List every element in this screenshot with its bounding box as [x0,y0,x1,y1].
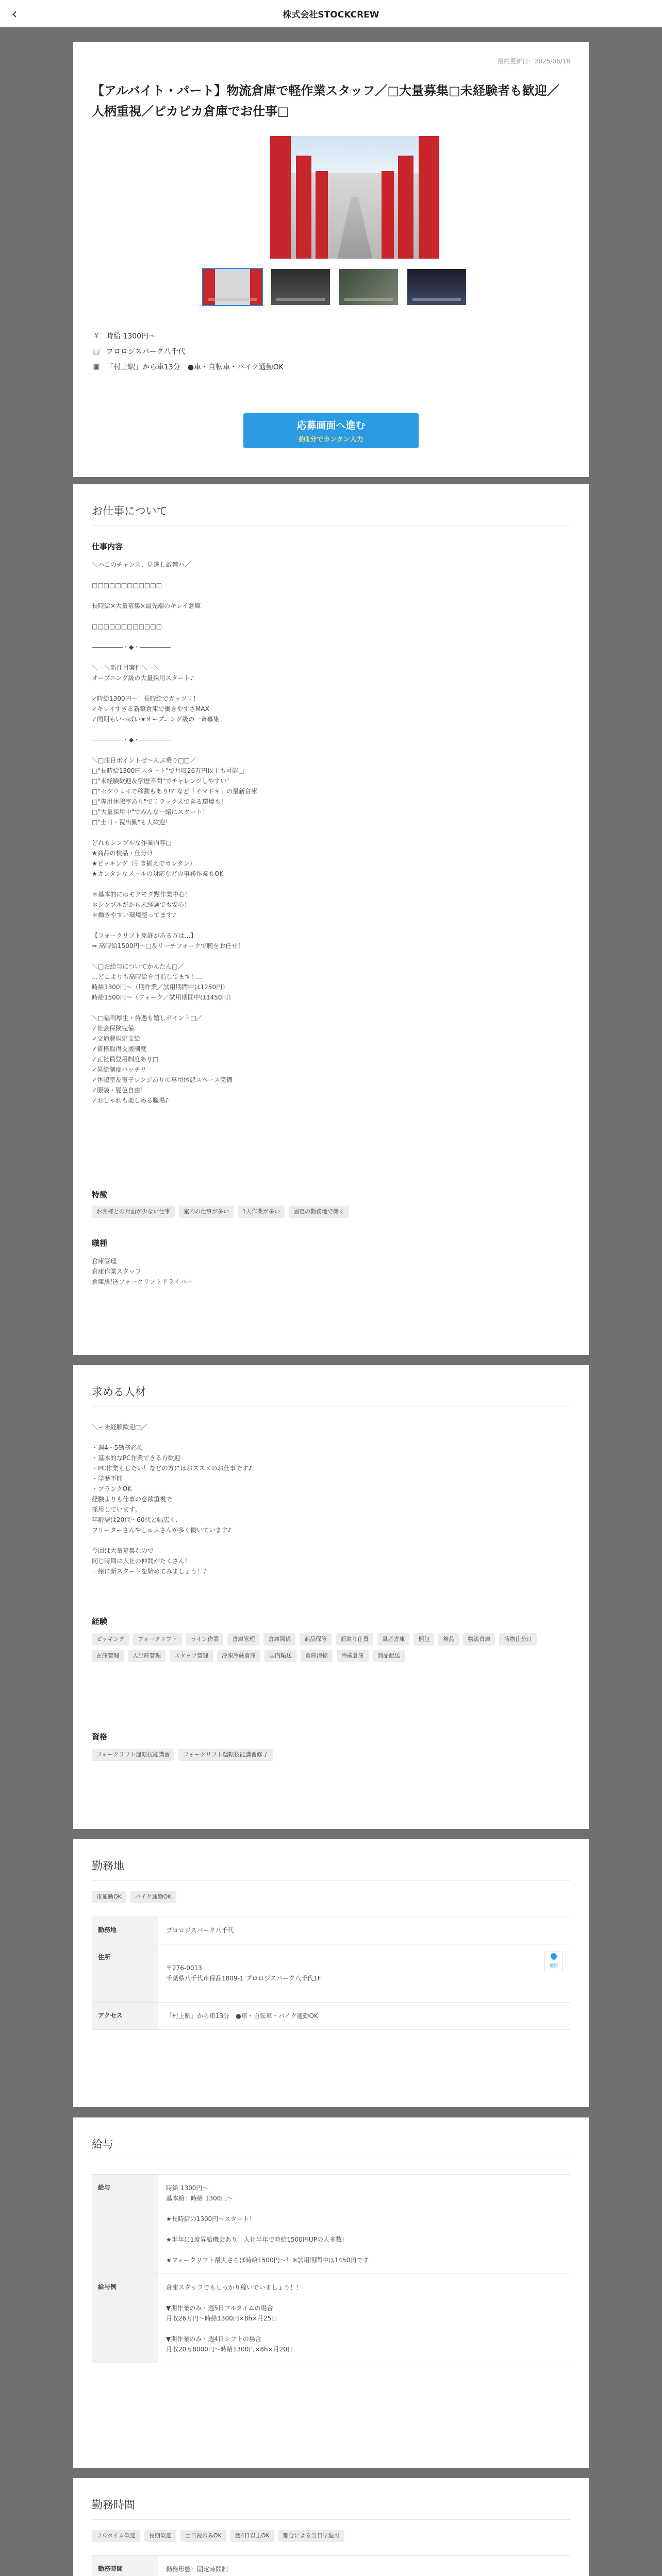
experience-tag: 面取り仕置 [336,1633,373,1646]
location-tag: 車通勤OK [92,1891,126,1903]
table-row [92,2556,570,2576]
experience-tag: 在庫管理 [92,1650,124,1662]
experience-tags [92,1633,570,1662]
experience-tag: 荷物仕分け [499,1633,537,1646]
thumbnail-2[interactable] [271,269,330,305]
map-button-label: 地図 [550,1963,558,1968]
feature-tags [92,1206,570,1218]
map-button[interactable] [544,1952,563,1972]
location-tags [92,1891,570,1903]
access-text: 「村上駅」から車13分 ●車・自転車・バイク通勤OK [106,363,284,371]
row-value: 勤務形態：固定時間制 [166,2566,228,2573]
experience-tag: 倉庫清掃 [301,1650,333,1662]
content-text: ＼ハこのチャンス、見逃し厳禁ハ／ □□□□□□□□□□□□ 長時給×大量募集×最先端のキレイ倉庫 □□□□□□□□□□□□ ―――――・◆・――――― ＼―＼新注目案件＼―＼ オープニング級の大量採用スタート♪ ✓時給1300円〜！長時給でガッツリ！ ✓キレイすぎる新築倉庫で働きやすさMAX ✓同期もいっぱい★オープニング級の一斉募集 ―――――・◆・――――― ＼□注目ポイントぜ〜んぶ乗り□□／ □"長時給1300円スタート"で月収26万円以上も可能□ □"未経験歓迎＆学歴不問"でチャレンジしやすい！ □"セグウェイで移動もあり!?"など「イマドキ」の最新倉庫 □"専用休憩室あり"でリラックスできる環境も！ □"大量採用中"でみんな一緒にスタート！ □"土日・祝出勤"も大歓迎！ どれもシンプルな作業内容□ ★商品の検品・仕分け ★ピッキング（引き揃えでカンタン） ★カンタンなメールの対応などの事務作業もOK ＊基本的にはモクモク黙作業中心！ ＊シンプルだから未経験でも安心！ ＊働きやすい環境整ってます♪ 【フォークリフト免許がある方は…】 ⇒ 高時給1500円〜□＆リーチフォークで腕をお任せ！ ＼□お給与についてかんたん□／ …どこよりも高時給を目指してます！… 時給1300円〜（期作業／試用期間中は1250円） 時給1500円〜（フォーク／試用期間中は1450円） ＼□福利厚生・待遇も嬉しポイント□／ ✓社会保険完備 ✓交通費規定支給 ✓資格取得支援制度 ✓正社員登用制度あり□ ✓昇給制度バッチリ ✓休憩室＆電子レンジありの専用休憩スペース完備 ✓服装・髪色自由！ ✓おしゃれも楽しめる職場♪ [92,561,258,1104]
address-cell [158,1944,570,2002]
divider [92,1880,570,1881]
row-value: 倉庫スタッフでもしっかり稼いでいましょう！！ ▼期作業のみ・週5日フルタイムの場合 月収26万円〜時給1300円×8h×月25日 ▼期作業のみ・週4日シフトの場合 月収20万8000円〜時給1300円×8h×月20日 [166,2284,303,2353]
table-row [92,2175,570,2274]
access-row [92,362,284,372]
thumbnail-4[interactable] [407,269,466,305]
address-value: 〒276-0013 千葉県八千代市保品1809-1 プロロジスパーク八千代1F [166,1964,321,1982]
table-row [92,1944,570,2003]
section-title: 勤務時間 [92,2499,135,2511]
time-section [73,2478,589,2576]
place-row [92,346,186,357]
experience-label: 経験 [92,1617,108,1626]
experience-tag: スタッフ管理 [170,1650,213,1662]
row-label: 住所 [92,1944,158,2002]
feature-tag: 室内の仕事が多い [179,1206,234,1218]
feature-tag: お客様との対面が少ない仕事 [92,1206,175,1218]
place-text: プロロジスパーク八千代 [106,348,186,356]
license-tag: フォークリフト運転技能講習 [92,1749,174,1761]
time-tag: 都合による当日早退可 [278,2530,344,2542]
feature-tag: 固定の勤務地で働く [289,1206,349,1218]
experience-tag: 商品配送 [373,1650,405,1662]
company-title: 株式会社STOCKCREW [283,9,379,20]
time-tag: フルタイム歓迎 [92,2530,140,2542]
chevron-left-icon[interactable]: ‹ [11,5,18,22]
row-value: 時給 1300円〜 基本給：時給 1300円〜 ★長時給の1300円〜スタート！ ★半年に1度昇給機会あり！入社半年で時給1500円UPの人多数! ★フォークリフト最大さらば時給1500円〜！※試用期間中は1450円です [166,2184,369,2264]
wage-row [92,331,156,341]
experience-tag: 入出庫管理 [128,1650,166,1662]
experience-tag: 倉庫関係 [263,1633,295,1646]
section-title: お仕事について [92,505,168,517]
row-label: アクセス [92,2003,158,2029]
section-title: 勤務地 [92,1860,124,1872]
row-label: 勤務地 [92,1917,158,1944]
time-tag: 長期歓迎 [144,2530,176,2542]
apply-button-sublabel: 約1分でカンタン入力 [299,436,363,444]
jobtype-label: 職種 [92,1239,108,1248]
license-tags [92,1749,570,1761]
pay-section [73,2117,589,2468]
feature-tag: 1人作業が多い [238,1206,285,1218]
divider [92,1406,570,1407]
pay-table [92,2174,570,2363]
updated-date: 最終更新日：2025/06/18 [497,58,570,65]
row-value: 「村上駅」から車13分 ●車・自転車・バイク通勤OK [166,2012,318,2020]
table-row [92,2274,570,2363]
yen-icon: ¥ [94,332,99,340]
experience-tag: 梱包 [413,1633,434,1646]
job-title: 【アルバイト・パート】物流倉庫で軽作業スタッフ／□大量募集□未経験者も歓迎／人柄重視／ピカピカ倉庫でお仕事□ [92,83,559,118]
experience-tag: 検品 [438,1633,459,1646]
wage-text: 時給 1300円〜 [106,332,156,341]
job-header-panel [73,42,589,477]
experience-tag: 商品保管 [300,1633,332,1646]
divider [92,2519,570,2520]
row-value: プロロジスパーク八千代 [166,1927,234,1934]
photo-thumbnails [203,269,466,305]
building-icon: ▤ [93,347,100,355]
location-table [92,1917,570,2030]
apply-button-label: 応募画面へ進む [296,420,366,431]
content-label: 仕事内容 [92,542,123,551]
apply-button[interactable] [243,413,419,448]
experience-tag: 冷蔵倉庫 [337,1650,369,1662]
experience-tag: 物流倉庫 [463,1633,495,1646]
table-row [92,1917,570,1944]
section-title: 求める人材 [92,1386,146,1398]
experience-tag: 量産倉庫 [377,1633,409,1646]
row-label: 給与 [92,2175,158,2274]
main-photo [270,136,439,259]
experience-tag: 冷凍冷蔵倉庫 [217,1650,260,1662]
row-label: 給与例 [92,2274,158,2363]
experience-tag: 倉庫管理 [227,1633,259,1646]
map-pin-icon [550,1952,558,1960]
section-title: 給与 [92,2138,113,2150]
time-tag: 土日祝のみOK [180,2530,226,2542]
time-tags [92,2530,570,2542]
experience-tag: フォークリフト [133,1633,181,1646]
requirements-text: ＼ー未経験歓迎□／ ・週4〜5勤務必須 ・基本的なPC作業できる方歓迎 ・PC作業もしたい！などの方にはおススメのお仕事です♪ ・学歴不問 ・ブランクOK 経験よりも仕事の意欲重視で 採用しています。 年齢層は20代〜60代と幅広く、 フリーターさんやしゅふさんが多く働いています♪ 今回は大量募集なので 同じ時期に入社の仲間がたくさん！ 一緒に新スタートを始めてみましょう！♪ [92,1423,253,1575]
location-section [73,1839,589,2107]
license-label: 資格 [92,1732,108,1741]
time-table [92,2555,570,2576]
location-tag: バイク通勤OK [130,1891,176,1903]
thumbnail-3[interactable] [339,269,398,305]
experience-tag: ピッキング [92,1633,129,1646]
experience-tag: ライン作業 [186,1633,224,1646]
experience-tag: 国内輸送 [264,1650,296,1662]
thumbnail-1[interactable] [203,269,262,305]
train-icon: ▣ [93,363,100,371]
requirements-section [73,1365,589,1829]
license-tag: フォークリフト運転技能講習修了 [178,1749,272,1761]
features-label: 特徴 [92,1190,108,1199]
work-section [73,484,589,1355]
time-tag: 週4日以上OK [230,2530,274,2542]
row-label: 勤務時間 [92,2556,158,2576]
table-row [92,2003,570,2030]
app-header [0,0,662,27]
jobtype-text: 倉庫管理 倉庫作業スタッフ 倉庫/配送フォークリフトドライバー [92,1258,192,1285]
